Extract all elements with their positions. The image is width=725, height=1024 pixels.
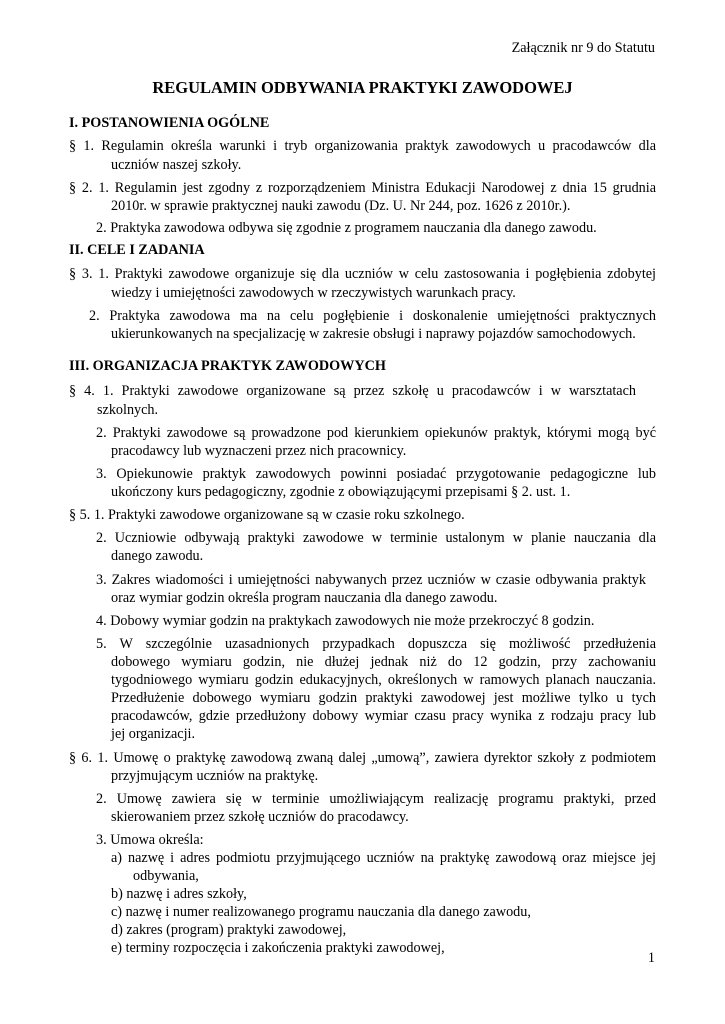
text-line: 2010r. w sprawie praktycznej nauki zawodu (Dz. U. Nr 244, poz. 1626 z 2010r.).	[111, 198, 571, 214]
text-line: 3. Umowa określa:	[96, 832, 204, 848]
text-line: przyjmującym uczniów na praktykę.	[111, 768, 319, 784]
text-line: § 1. Regulamin określa warunki i tryb organizowania praktyk zawodowych u pracodawców dla	[69, 138, 656, 154]
document-title: REGULAMIN ODBYWANIA PRAKTYKI ZAWODOWEJ	[152, 78, 573, 97]
text-line: dobowego wymiaru godzin, nie dłużej jednak niż do 12 godzin, przy zachowaniu	[111, 654, 656, 670]
attachment-note: Załącznik nr 9 do Statutu	[511, 40, 655, 56]
text-line: pracodawców, gdzie przedłużony dobowy wymiar czasu pracy wynika z rodzaju pracy lub	[111, 708, 656, 724]
section-heading-goals: II. CELE I ZADANIA	[69, 242, 205, 258]
text-line: 2. Praktyki zawodowe są prowadzone pod kierunkiem opiekunów praktyk, którymi mogą być	[96, 425, 656, 441]
list-item: c) nazwę i numer realizowanego programu nauczania dla danego zawodu,	[111, 904, 531, 920]
text-line: 3. Zakres wiadomości i umiejętności nabywanych przez uczniów w czasie odbywania praktyk	[96, 572, 646, 588]
text-line: § 5. 1. Praktyki zawodowe organizowane są w czasie roku szkolnego.	[69, 507, 465, 523]
text-line: szkolnych.	[97, 402, 159, 418]
text-line: 2. Umowę zawiera się w terminie umożliwiającym realizację programu praktyki, przed	[96, 791, 656, 807]
text-line: tygodniowego wymiaru godzin edukacyjnych, określonych w ramowych planach nauczania.	[111, 672, 656, 688]
section-heading-general: I. POSTANOWIENIA OGÓLNE	[69, 115, 270, 131]
list-item: d) zakres (program) praktyki zawodowej,	[111, 922, 347, 938]
page-number: 1	[647, 950, 655, 966]
text-line: § 3. 1. Praktyki zawodowe organizuje się dla uczniów w celu zastosowania i pogłębienia zdobytej	[69, 266, 656, 282]
text-line: 2. Uczniowie odbywają praktyki zawodowe w terminie ustalonym w planie nauczania dla	[96, 530, 656, 546]
section-heading-organization: III. ORGANIZACJA PRAKTYK ZAWODOWYCH	[69, 358, 386, 374]
text-line: 2. Praktyka zawodowa odbywa się zgodnie z programem nauczania dla danego zawodu.	[96, 220, 597, 236]
list-item: a) nazwę i adres podmiotu przyjmującego uczniów na praktykę zawodową oraz miejsce jej	[111, 850, 656, 866]
text-line: jej organizacji.	[111, 726, 196, 742]
text-line: oraz wymiar godzin określa program nauczania dla danego zawodu.	[111, 590, 498, 606]
text-line: pracodawcy lub wyznaczeni przez nich pracownicy.	[111, 443, 407, 459]
list-item: b) nazwę i adres szkoły,	[111, 886, 247, 902]
text-line: Przedłużenie dobowego wymiaru godzin praktyki zawodowej jest możliwe tylko u tych	[111, 690, 656, 706]
text-line: § 4. 1. Praktyki zawodowe organizowane są przez szkołę u pracodawców i w warsztatach	[69, 383, 636, 399]
text-line: wiedzy i umiejętności zawodowych w rzeczywistych warunkach pracy.	[111, 285, 516, 301]
text-line: § 6. 1. Umowę o praktykę zawodową zwaną dalej „umową”, zawiera dyrektor szkoły z podmiotem	[69, 750, 656, 766]
text-line: ukończony kurs pedagogiczny, zgodnie z obowiązującymi przepisami § 2. ust. 1.	[111, 484, 571, 500]
text-line: 5. W szczególnie uzasadnionych przypadkach dopuszcza się możliwość przedłużenia	[96, 636, 656, 652]
text-line: 3. Opiekunowie praktyk zawodowych powinni posiadać przygotowanie pedagogiczne lub	[96, 466, 656, 482]
text-line: danego zawodu.	[111, 548, 204, 564]
text-line: 2. Praktyka zawodowa ma na celu pogłębienie i doskonalenie umiejętności praktycznych	[89, 308, 656, 324]
text-line: odbywania,	[133, 868, 199, 884]
text-line: uczniów naszej szkoły.	[111, 157, 242, 173]
text-line: skierowaniem przez szkołę uczniów do pracodawcy.	[111, 809, 409, 825]
list-item: e) terminy rozpoczęcia i zakończenia praktyki zawodowej,	[111, 940, 445, 956]
text-line: ukierunkowanych na specjalizację w zakresie obsługi i naprawy pojazdów samochodowych.	[111, 326, 636, 342]
text-line: § 2. 1. Regulamin jest zgodny z rozporządzeniem Ministra Edukacji Narodowej z dnia 15 grudnia	[69, 180, 656, 196]
text-line: 4. Dobowy wymiar godzin na praktykach zawodowych nie może przekroczyć 8 godzin.	[96, 613, 595, 629]
